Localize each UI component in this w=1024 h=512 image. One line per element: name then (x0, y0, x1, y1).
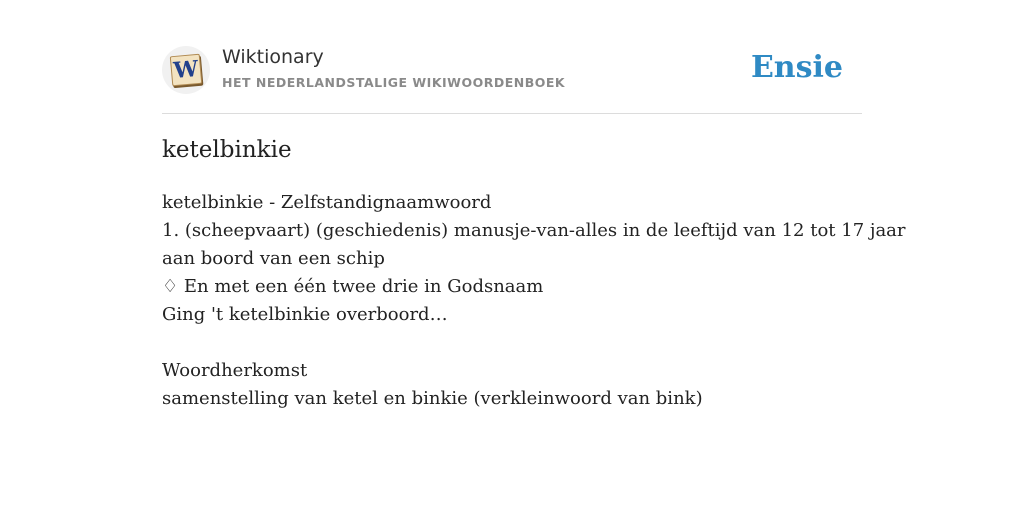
etymology-heading: Woordherkomst (162, 360, 308, 381)
example-line-continued: Ging 't ketelbinkie overboord… (162, 304, 448, 325)
entry-heading-line: ketelbinkie - Zelfstandignaamwoord (162, 192, 492, 213)
etymology-text: samenstelling van ketel en binkie (verkleinwoord van bink) (162, 388, 703, 409)
definition-line-continued: aan boord van een schip (162, 248, 385, 269)
example-line: ♢ En met een één twee drie in Godsnaam (162, 276, 544, 297)
page (162, 0, 906, 409)
site-title[interactable]: Wiktionary (222, 46, 324, 68)
site-subtitle: HET NEDERLANDSTALIGE WIKIWOORDENBOEK (222, 75, 566, 90)
entry-content (162, 189, 906, 413)
header (162, 0, 862, 114)
spacer (162, 329, 862, 357)
ensie-brand-link[interactable]: Ensie (750, 50, 843, 85)
entry-title: ketelbinkie (162, 137, 292, 163)
wiktionary-logo-icon: W (170, 54, 203, 87)
definition-line: 1. (scheepvaart) (geschiedenis) manusje-van-alles in de leeftijd van 12 tot 17 jaar (162, 220, 906, 241)
wiktionary-logo[interactable] (162, 46, 210, 94)
